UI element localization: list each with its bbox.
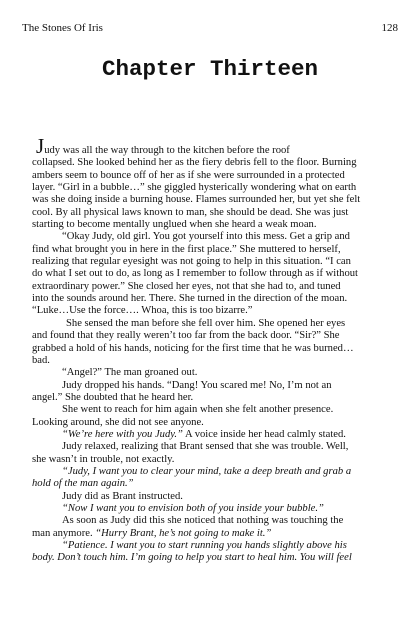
line-text: “Judy, I want you to clear your mind, take a deep breath and grab a bbox=[62, 465, 352, 477]
text-line bbox=[32, 244, 393, 256]
line-text: She sensed the man before she fell over him. She opened her eyes bbox=[66, 317, 346, 329]
text-line bbox=[32, 392, 393, 404]
text-line bbox=[32, 343, 393, 355]
text-line bbox=[32, 281, 393, 293]
line-text: find what brought you in here in the first place.” She muttered to herself, bbox=[32, 243, 341, 255]
book-title: The Stones Of Iris bbox=[22, 22, 103, 34]
line-text: body. Don’t touch him. I’m going to help you start to heal him. You will feel bbox=[32, 552, 352, 564]
line-text: Judy dropped his hands. “Dang! You scared me! No, I’m not an bbox=[62, 379, 332, 391]
line-text: man anymore. bbox=[32, 527, 93, 539]
line-text: Looking around, she did not see anyone. bbox=[32, 416, 204, 428]
text-line bbox=[32, 134, 393, 158]
text-line bbox=[32, 318, 393, 330]
text-line bbox=[32, 552, 393, 564]
text-line bbox=[32, 515, 393, 527]
line-text: hold of the man again.” bbox=[32, 478, 134, 490]
line-text: into the sounds around her. There. She turned in the direction of the moan. bbox=[32, 293, 348, 305]
line-text: “Patience. I want you to start running you hands slightly above his bbox=[62, 540, 347, 551]
text-line bbox=[32, 540, 393, 552]
line-text: starting to become mentally unglued when she heard a weak moan. bbox=[32, 219, 317, 231]
line-text: do what I set out to do, as long as I remember to follow through as if without bbox=[32, 268, 358, 280]
text-line bbox=[32, 268, 393, 280]
line-text: “Luke…Use the force…. Whoa, this is too bizarre.” bbox=[32, 305, 253, 317]
text-line bbox=[32, 429, 393, 441]
line-text: Judy relaxed, realizing that Brant sensed that she was trouble. Well, bbox=[62, 441, 349, 453]
text-line bbox=[32, 441, 393, 453]
text-line bbox=[32, 367, 393, 379]
line-text: She went to reach for him again when she felt another presence. bbox=[62, 404, 334, 416]
text-line bbox=[32, 478, 393, 490]
line-text: was she doing inside a burning house. Flames surrounded her, but yet she felt bbox=[32, 194, 361, 206]
line-text: extraordinary power.” She closed her eyes, not that she had to, and tuned bbox=[32, 280, 341, 292]
body-text bbox=[32, 134, 393, 565]
line-tail: “Hurry Brant, he’s not going to make it.” bbox=[92, 527, 272, 539]
text-line bbox=[32, 182, 393, 194]
line-text: As soon as Judy did this she noticed that nothing was touching the bbox=[62, 515, 344, 527]
line-text: ambers seem to bounce off of her as if she were surrounded in a protected bbox=[32, 169, 345, 181]
text-line bbox=[32, 231, 393, 243]
text-line bbox=[32, 305, 393, 317]
line-text: cool. By all physical laws known to man, she should be dead. She was just bbox=[32, 206, 349, 218]
line-text: “We’re here with you Judy.” bbox=[62, 428, 183, 440]
text-line bbox=[32, 380, 393, 392]
text-line bbox=[32, 170, 393, 182]
line-text: bad. bbox=[32, 354, 50, 366]
text-line bbox=[32, 404, 393, 416]
text-line bbox=[32, 355, 393, 367]
drop-cap: J bbox=[36, 134, 45, 158]
line-text: Judy did as Brant instructed. bbox=[62, 490, 183, 502]
page-number: 128 bbox=[381, 22, 398, 34]
line-text: she wasn’t in trouble, not exactly. bbox=[32, 453, 175, 465]
line-text: realizing that regular eyesight was not going to help in this situation. “I can bbox=[32, 256, 351, 268]
line-text: “Okay Judy, old girl. You got yourself into this mess. Get a grip and bbox=[62, 231, 350, 243]
text-line bbox=[32, 157, 393, 169]
text-line bbox=[32, 466, 393, 478]
text-line bbox=[32, 293, 393, 305]
text-line bbox=[32, 194, 393, 206]
text-line bbox=[32, 454, 393, 466]
line-text: and found that they really weren’t too far from the back door. “Sir?” She bbox=[32, 330, 340, 342]
chapter-title: Chapter Thirteen bbox=[101, 56, 319, 82]
text-line bbox=[32, 256, 393, 268]
line-text: udy was all the way through to the kitchen before the roof bbox=[44, 145, 290, 156]
line-text: “Angel?” The man groaned out. bbox=[62, 367, 198, 379]
text-line bbox=[32, 503, 393, 515]
line-text: collapsed. She looked behind her as the fiery debris fell to the floor. Burning bbox=[32, 157, 357, 169]
line-text: angel.” She doubted that he heard her. bbox=[32, 391, 194, 403]
text-line bbox=[32, 207, 393, 219]
text-line bbox=[32, 330, 393, 342]
text-line bbox=[32, 491, 393, 503]
line-text: layer. “Girl in a bubble…” she giggled hysterically wondering what on earth bbox=[32, 182, 357, 194]
line-tail: A voice inside her head calmly stated. bbox=[182, 428, 346, 440]
text-line bbox=[32, 219, 393, 231]
text-line bbox=[32, 417, 393, 429]
line-text: grabbed a hold of his hands, noticing for the first time that he was burned… bbox=[32, 342, 354, 354]
line-text: “Now I want you to envision both of you inside your bubble.” bbox=[62, 502, 324, 514]
running-header bbox=[22, 21, 398, 35]
text-line bbox=[32, 528, 393, 540]
